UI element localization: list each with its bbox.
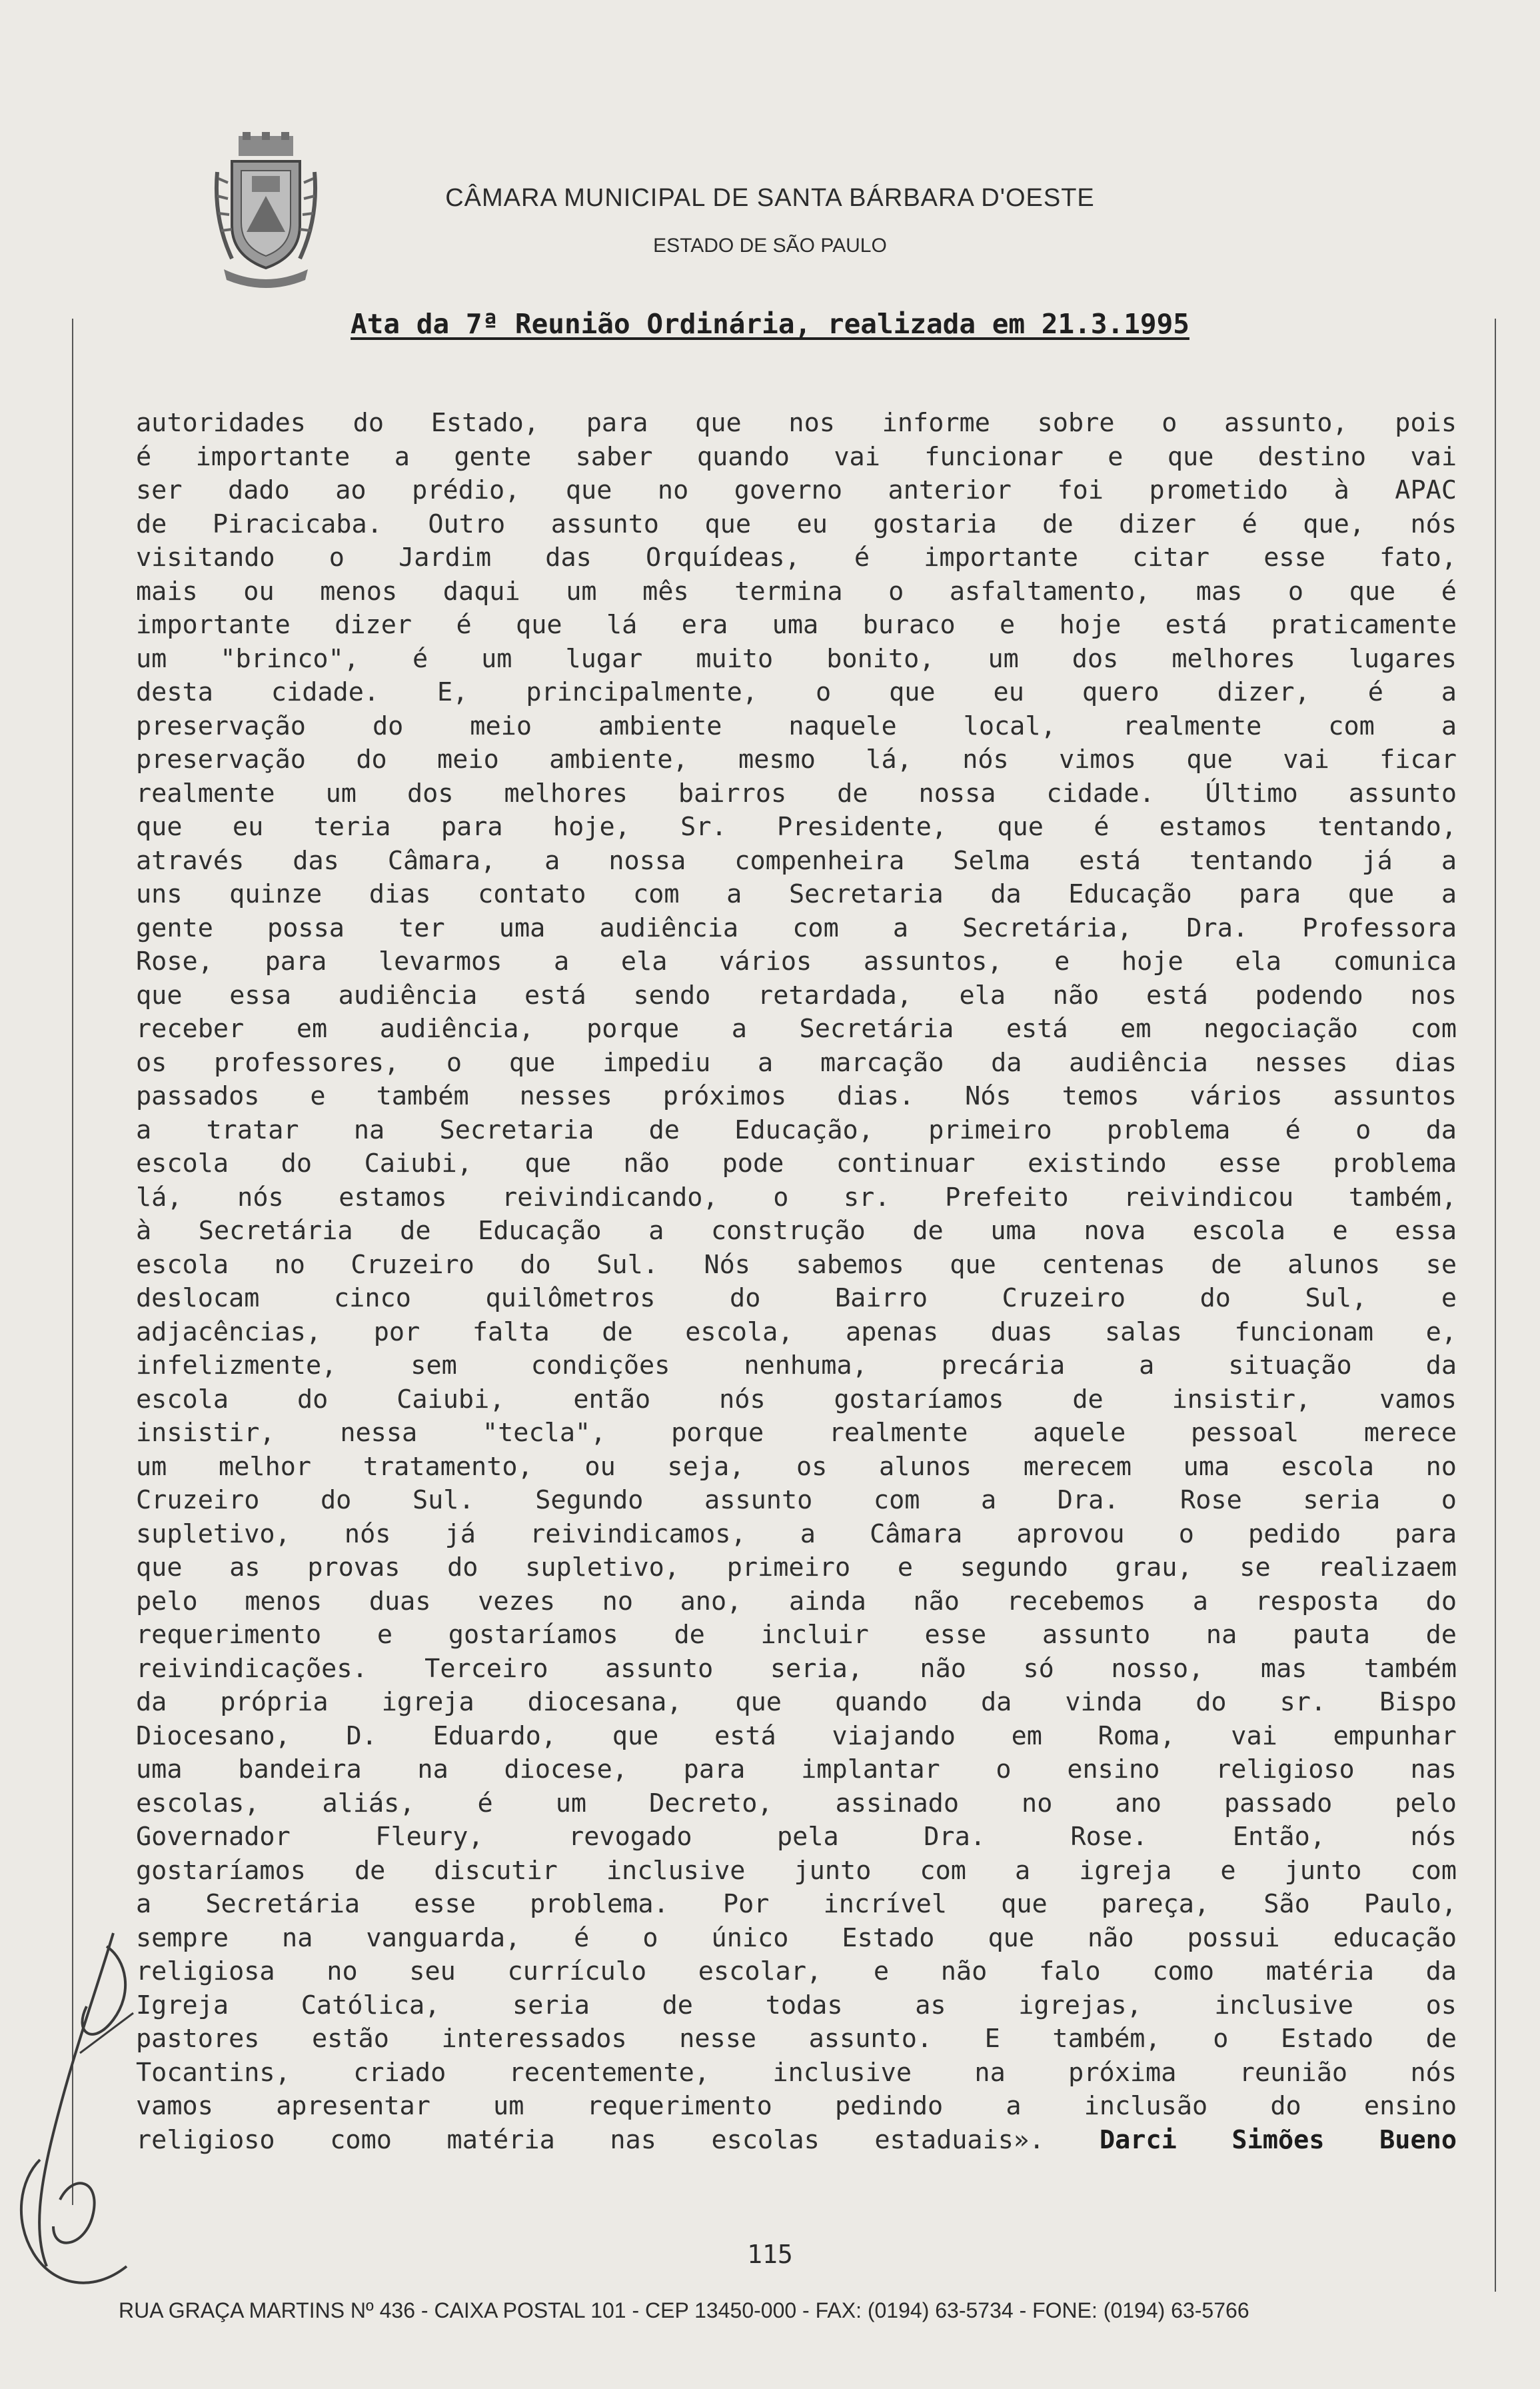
body-line: que essa audiência está sendo retardada, ela não está podendo nos [136, 980, 1457, 1011]
minutes-body-text [136, 407, 1457, 2157]
body-line: visitando o Jardim das Orquídeas, é importante citar esse fato, [136, 543, 1457, 573]
body-line: vamos apresentar um requerimento pedindo a inclusão do ensino [136, 2091, 1457, 2121]
body-line: Governador Fleury, revogado pela Dra. Rose. Então, nós [136, 1822, 1457, 1852]
body-line: adjacências, por falta de escola, apenas duas salas funcionam e, [136, 1316, 1457, 1347]
body-line: insistir, nessa "tecla", porque realmente aquele pessoal merece [136, 1418, 1457, 1448]
body-line: uma bandeira na diocese, para implantar o ensino religioso nas [136, 1754, 1457, 1784]
body-line: lá, nós estamos reivindicando, o sr. Prefeito reivindicou também, [136, 1182, 1457, 1212]
body-line: Igreja Católica, seria de todas as igrejas, inclusive os [136, 1990, 1457, 2020]
body-line: requerimento e gostaríamos de incluir esse assunto na pauta de [136, 1620, 1457, 1650]
body-line: preservação do meio ambiente naquele local, realmente com a [136, 711, 1457, 741]
body-line: Tocantins, criado recentemente, inclusive na próxima reunião nós [136, 2057, 1457, 2088]
body-line: ser dado ao prédio, que no governo anterior foi prometido à APAC [136, 475, 1457, 505]
body-line: da própria igreja diocesana, que quando da vinda do sr. Bispo [136, 1687, 1457, 1717]
body-line: autoridades do Estado, para que nos informe sobre o assunto, pois [136, 408, 1457, 438]
page-number: 115 [747, 2240, 793, 2269]
session-title: Ata da 7ª Reunião Ordinária, realizada em 21.3.1995 [351, 308, 1189, 340]
body-line: gostaríamos de discutir inclusive junto com a igreja e junto com [136, 1855, 1457, 1886]
body-line: receber em audiência, porque a Secretária está em negociação com [136, 1014, 1457, 1044]
body-line: infelizmente, sem condições nenhuma, precária a situação da [136, 1350, 1457, 1380]
body-line: Diocesano, D. Eduardo, que está viajando em Roma, vai empunhar [136, 1720, 1457, 1751]
body-line: sempre na vanguarda, é o único Estado que não possui educação [136, 1922, 1457, 1953]
body-line: escola no Cruzeiro do Sul. Nós sabemos que centenas de alunos se [136, 1249, 1457, 1280]
body-line: que eu teria para hoje, Sr. Presidente, que é estamos tentando, [136, 812, 1457, 842]
body-line: Cruzeiro do Sul. Segundo assunto com a Dra. Rose seria o [136, 1485, 1457, 1515]
right-margin-rule [1495, 319, 1496, 2292]
body-line: através das Câmara, a nossa compenheira Selma está tentando já a [136, 845, 1457, 876]
state-name: ESTADO DE SÃO PAULO [653, 235, 887, 257]
body-line: religioso como matéria nas escolas estaduais». [136, 2124, 1045, 2155]
address-footer: RUA GRAÇA MARTINS Nº 436 - CAIXA POSTAL 101 - CEP 13450-000 - FAX: (0194) 63-5734 - FONE: (0194) 63-5766 [119, 2298, 1249, 2322]
speaker-name: Darci Simões Bueno [1099, 2124, 1457, 2155]
body-line: religiosa no seu currículo escolar, e não falo como matéria da [136, 1956, 1457, 1986]
body-line: mais ou menos daqui um mês termina o asfaltamento, mas o que é [136, 576, 1457, 607]
body-line: é importante a gente saber quando vai funcionar e que destino vai [136, 441, 1457, 472]
body-line: um melhor tratamento, ou seja, os alunos merecem uma escola no [136, 1451, 1457, 1482]
body-line: pastores estão interessados nesse assunto. E também, o Estado de [136, 2024, 1457, 2054]
body-line: a tratar na Secretaria de Educação, primeiro problema é o da [136, 1115, 1457, 1145]
body-line: preservação do meio ambiente, mesmo lá, nós vimos que vai ficar [136, 745, 1457, 775]
body-line: importante dizer é que lá era uma buraco e hoje está praticamente [136, 610, 1457, 640]
body-line: gente possa ter uma audiência com a Secretária, Dra. Professora [136, 913, 1457, 943]
body-line: escola do Caiubi, então nós gostaríamos de insistir, vamos [136, 1384, 1457, 1414]
body-line: escolas, aliás, é um Decreto, assinado no ano passado pelo [136, 1788, 1457, 1818]
body-line: os professores, o que impediu a marcação da audiência nesses dias [136, 1047, 1457, 1078]
body-line: realmente um dos melhores bairros de nossa cidade. Último assunto [136, 778, 1457, 809]
body-line: à Secretária de Educação a construção de uma nova escola e essa [136, 1216, 1457, 1246]
body-line: escola do Caiubi, que não pode continuar existindo esse problema [136, 1149, 1457, 1179]
body-line: de Piracicaba. Outro assunto que eu gostaria de dizer é que, nós [136, 509, 1457, 539]
body-line: uns quinze dias contato com a Secretaria da Educação para que a [136, 879, 1457, 909]
body-line: reivindicações. Terceiro assunto seria, não só nosso, mas também [136, 1653, 1457, 1684]
body-line: pelo menos duas vezes no ano, ainda não recebemos a resposta do [136, 1586, 1457, 1616]
body-line: passados e também nesses próximos dias. Nós temos vários assuntos [136, 1081, 1457, 1111]
body-line: desta cidade. E, principalmente, o que eu quero dizer, é a [136, 677, 1457, 707]
body-line-final [136, 2124, 1457, 2158]
body-line: Rose, para levarmos a ela vários assuntos, e hoje ela comunica [136, 947, 1457, 977]
body-line: que as provas do supletivo, primeiro e segundo grau, se realizaem [136, 1552, 1457, 1582]
body-line: deslocam cinco quilômetros do Bairro Cruzeiro do Sul, e [136, 1283, 1457, 1313]
institution-name: CÂMARA MUNICIPAL DE SANTA BÁRBARA D'OESTE [445, 184, 1095, 212]
handwritten-signature [13, 1920, 153, 2320]
body-line: um "brinco", é um lugar muito bonito, um dos melhores lugares [136, 643, 1457, 674]
body-line: supletivo, nós já reivindicamos, a Câmara aprovou o pedido para [136, 1518, 1457, 1549]
body-line: a Secretária esse problema. Por incrível que pareça, São Paulo, [136, 1889, 1457, 1919]
